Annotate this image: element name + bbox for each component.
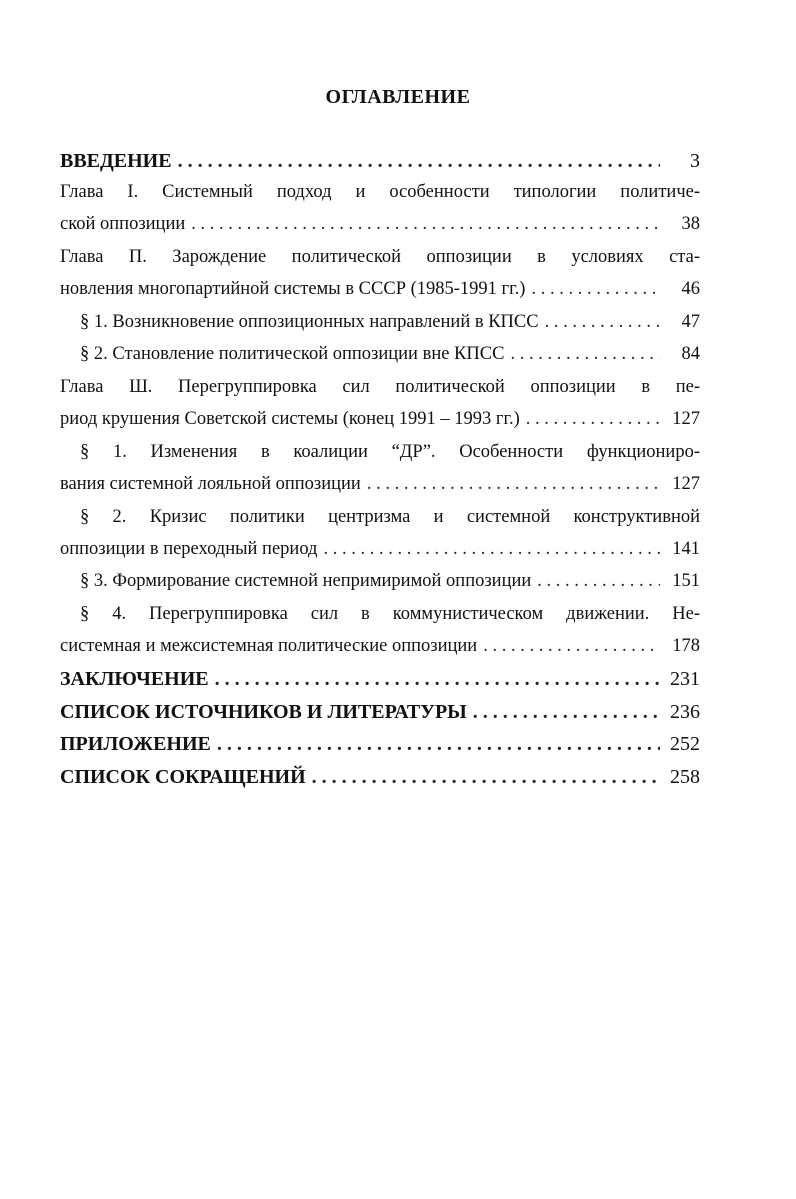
toc-entry-text: риод крушения Советской системы (конец 1991 – 1993 гг.) bbox=[60, 409, 520, 429]
toc-entry-text: ВВЕДЕНИЕ bbox=[60, 150, 172, 172]
toc-entry-chapter-1-line1 bbox=[60, 182, 700, 210]
dot-leader bbox=[483, 636, 660, 657]
dot-leader bbox=[312, 766, 660, 789]
toc-page-number: 3 bbox=[690, 150, 700, 172]
toc-entry-chapter-3-section-2 bbox=[60, 539, 700, 567]
page-title: ОГЛАВЛЕНИЕ bbox=[325, 86, 471, 108]
toc-page-number: 127 bbox=[672, 474, 700, 494]
dot-leader bbox=[537, 571, 660, 592]
dot-leader bbox=[510, 344, 660, 365]
toc-entry-text: Глава Ш. Перегруппировка сил политической оппозиции в пе- bbox=[60, 377, 700, 397]
toc-entry-chapter-1 bbox=[60, 214, 700, 242]
toc-entry-text: Глава I. Системный подход и особенности типологии политиче- bbox=[60, 182, 700, 202]
toc-entry-text: СПИСОК ИСТОЧНИКОВ И ЛИТЕРАТУРЫ bbox=[60, 701, 467, 723]
dot-leader bbox=[178, 150, 660, 173]
toc-page-number: 38 bbox=[681, 214, 700, 234]
toc-entry-conclusion bbox=[60, 668, 700, 696]
toc-entry-text: новления многопартийной системы в СССР (1985-1991 гг.) bbox=[60, 279, 526, 299]
dot-leader bbox=[215, 668, 660, 691]
toc-entry-chapter-3-line1 bbox=[60, 377, 700, 405]
toc-entry-chapter-3-section-4-line1 bbox=[80, 604, 700, 632]
toc-entry-chapter-3-section-3 bbox=[80, 571, 700, 599]
toc-page-number: 236 bbox=[670, 701, 700, 723]
toc-page-number: 46 bbox=[681, 279, 700, 299]
toc-entry-text: вания системной лояльной оппозиции bbox=[60, 474, 361, 494]
toc-entry-sources bbox=[60, 701, 700, 729]
toc-entry-chapter-3-section-4 bbox=[60, 636, 700, 664]
toc-page-number: 178 bbox=[672, 636, 700, 656]
toc-entry-text: § 2. Кризис политики центризма и системной конструктивной bbox=[80, 507, 700, 527]
dot-leader bbox=[217, 733, 660, 756]
toc-entry-text: оппозиции в переходный период bbox=[60, 539, 318, 559]
dot-leader bbox=[323, 539, 660, 560]
toc-entry-text: § 1. Возникновение оппозиционных направлений в КПСС bbox=[80, 312, 539, 332]
toc-entry-text: ЗАКЛЮЧЕНИЕ bbox=[60, 668, 209, 690]
toc-page-number: 127 bbox=[672, 409, 700, 429]
dot-leader bbox=[545, 312, 660, 333]
toc-entry-appendix bbox=[60, 733, 700, 761]
toc-entry-text: СПИСОК СОКРАЩЕНИЙ bbox=[60, 766, 306, 788]
toc-entry-chapter-2-line1 bbox=[60, 247, 700, 275]
toc-page-number: 84 bbox=[681, 344, 700, 364]
toc-entry-chapter-2-section-1 bbox=[80, 312, 700, 340]
toc-entry-abbreviations bbox=[60, 766, 700, 794]
toc-page-number: 141 bbox=[672, 539, 700, 559]
toc-entry-chapter-2-section-2 bbox=[80, 344, 700, 372]
toc-entry-text: § 1. Изменения в коалиции “ДР”. Особенности функциониро- bbox=[80, 442, 700, 462]
toc-page-number: 252 bbox=[670, 733, 700, 755]
toc-entry-chapter-3 bbox=[60, 409, 700, 437]
toc-entry-text: системная и межсистемная политические оппозиции bbox=[60, 636, 478, 656]
toc-page-number: 47 bbox=[681, 312, 700, 332]
toc-entry-text: § 3. Формирование системной непримиримой оппозиции bbox=[80, 571, 532, 591]
toc-entry-text: ской оппозиции bbox=[60, 214, 186, 234]
toc-entry-chapter-3-section-2-line1 bbox=[80, 507, 700, 535]
dot-leader bbox=[526, 409, 660, 430]
dot-leader bbox=[473, 701, 660, 724]
toc-entry-chapter-3-section-1 bbox=[60, 474, 700, 502]
dot-leader bbox=[191, 214, 660, 235]
toc-page-number: 231 bbox=[670, 668, 700, 690]
toc-entry-chapter-2 bbox=[60, 279, 700, 307]
dot-leader bbox=[367, 474, 660, 495]
toc-entry-text: § 2. Становление политической оппозиции вне КПСС bbox=[80, 344, 505, 364]
toc-entry-text: § 4. Перегруппировка сил в коммунистическом движении. Не- bbox=[80, 604, 700, 624]
toc-entry-text: Глава П. Зарождение политической оппозиции в условиях ста- bbox=[60, 247, 700, 267]
toc-page-number: 151 bbox=[672, 571, 700, 591]
toc-entry-chapter-3-section-1-line1 bbox=[80, 442, 700, 470]
toc-page-number: 258 bbox=[670, 766, 700, 788]
toc-entry-text: ПРИЛОЖЕНИЕ bbox=[60, 733, 211, 755]
toc-entry-intro bbox=[60, 150, 700, 178]
dot-leader bbox=[531, 279, 660, 300]
